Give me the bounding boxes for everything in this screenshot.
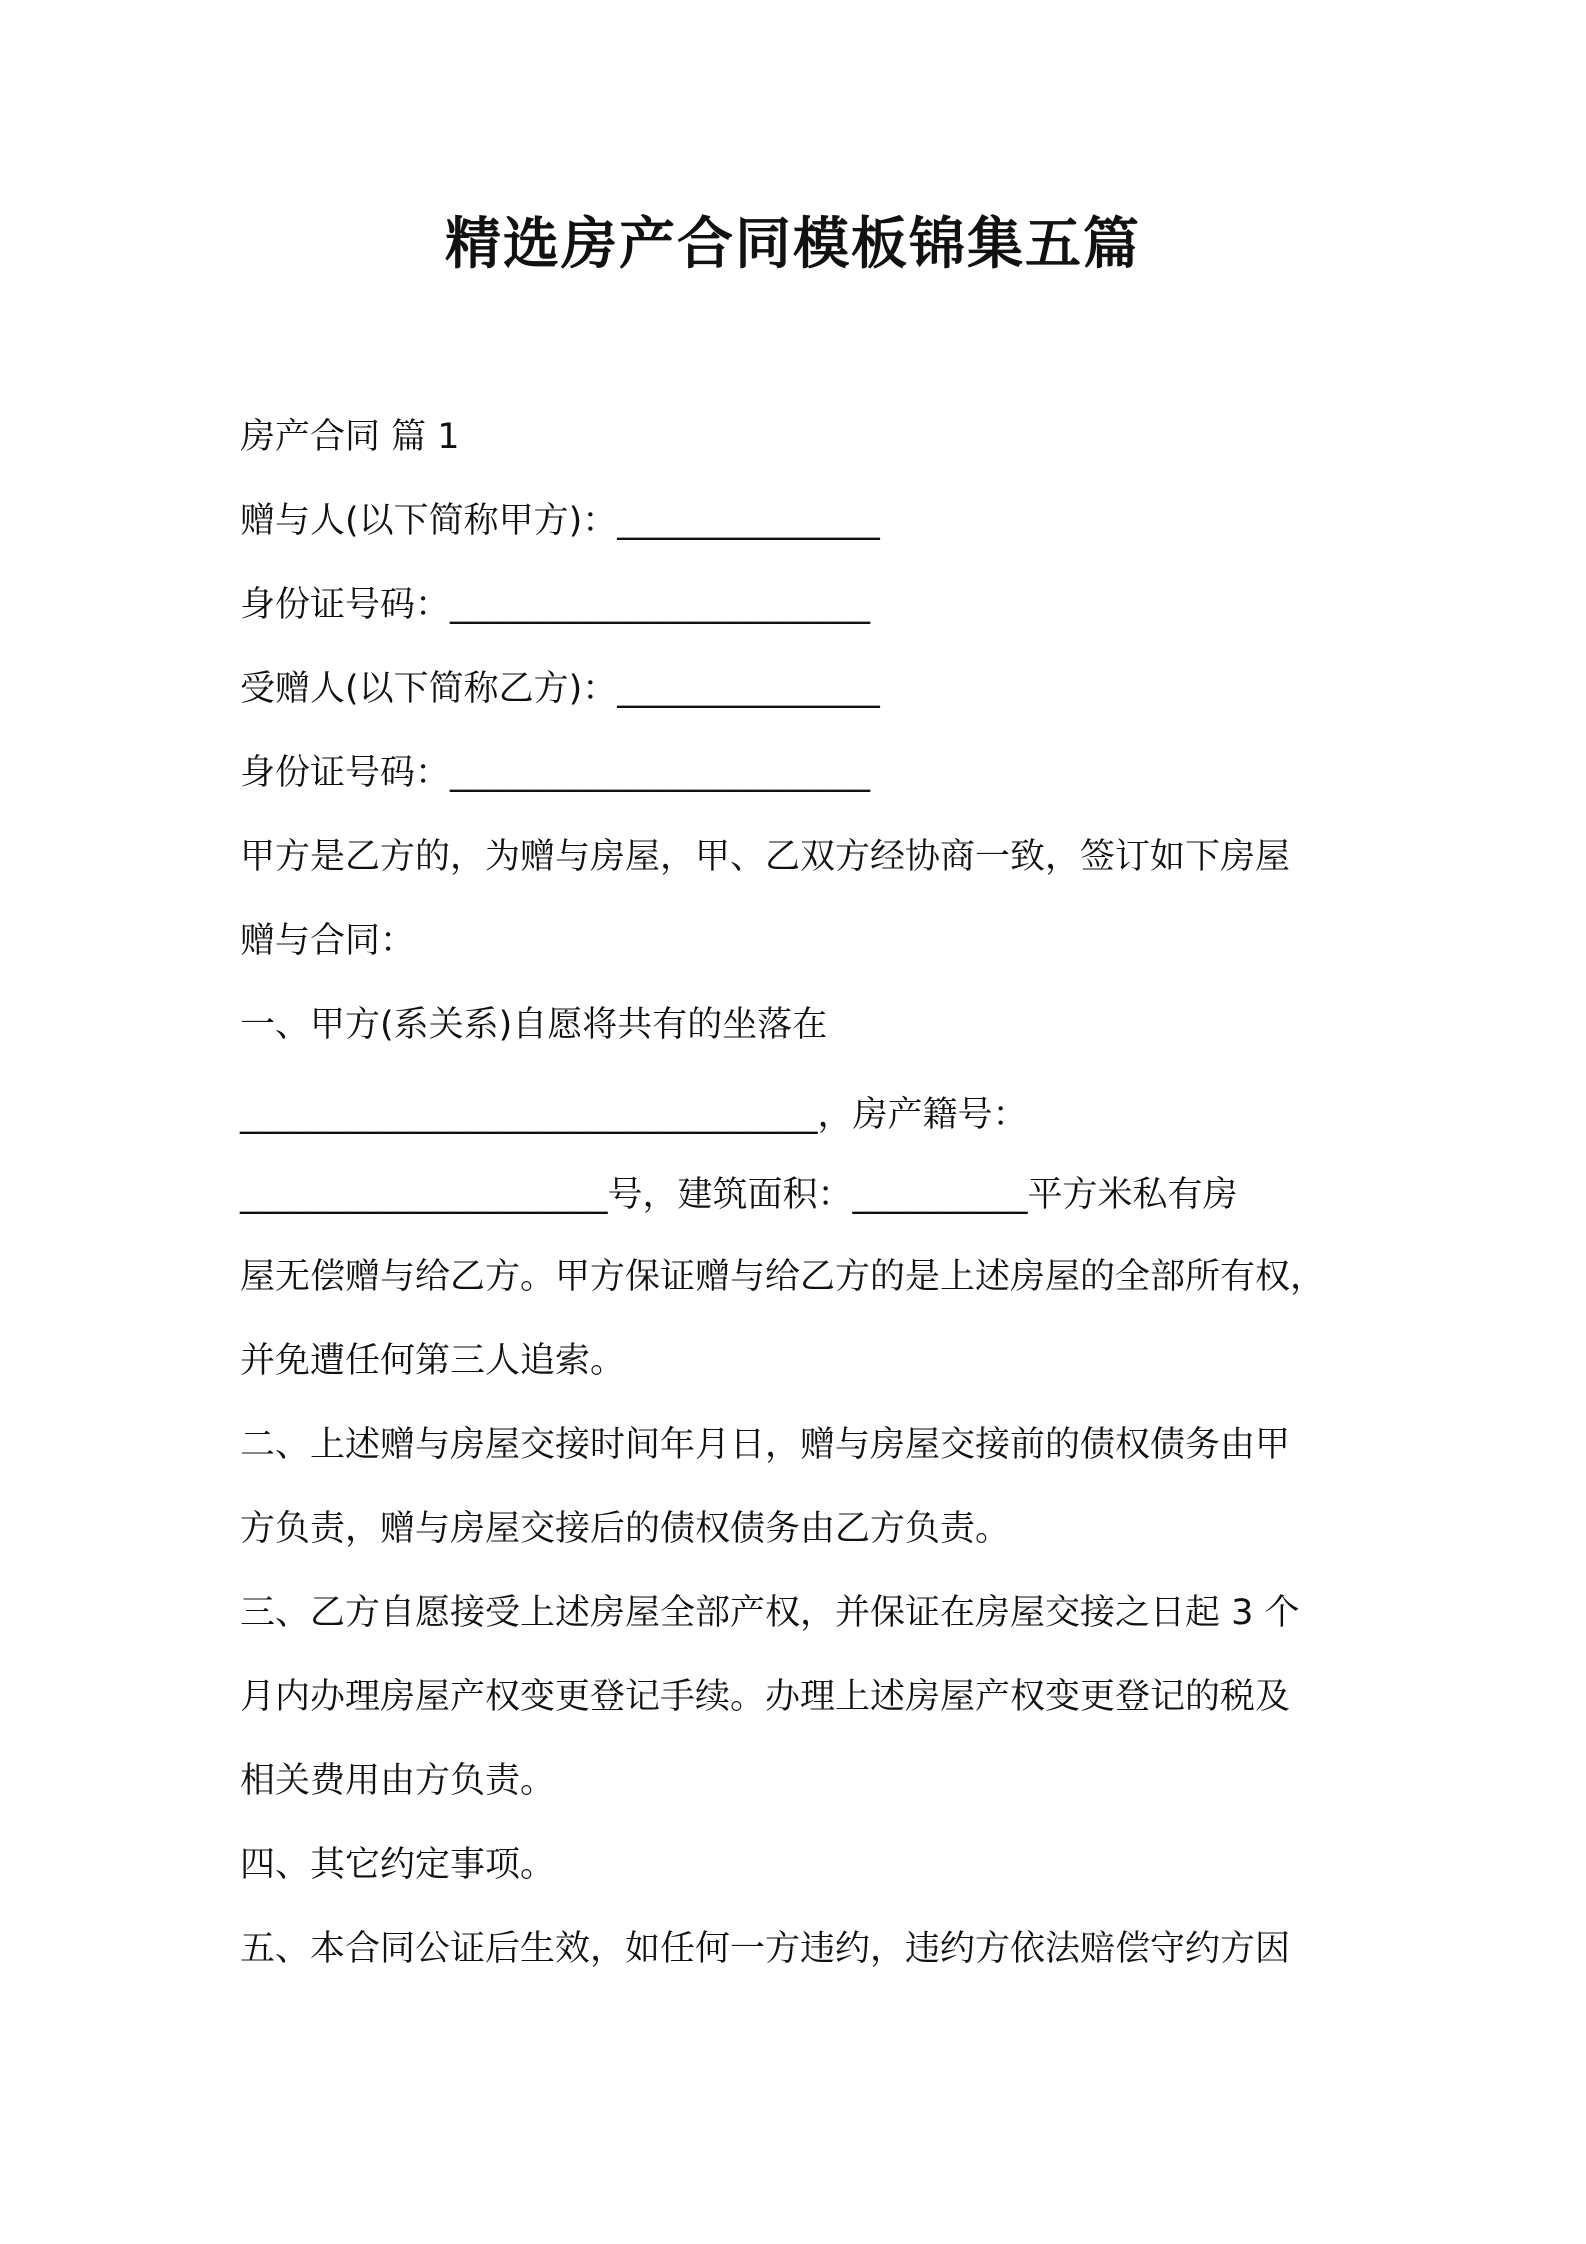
- clause-1-line: _____________________号，建筑面积：__________平方米私有房: [240, 1175, 1238, 1215]
- clause-1-line: 屋无偿赠与给乙方。甲方保证赠与给乙方的是上述房屋的全部所有权，: [240, 1257, 1326, 1297]
- clause-5-line: 五、本合同公证后生效，如任何一方违约，违约方依法赔偿守约方因: [240, 1929, 1291, 1969]
- donor-id-field: 身份证号码：________________________: [240, 585, 871, 625]
- donor-field: 赠与人(以下简称甲方)：_______________: [240, 501, 880, 541]
- clause-1-line: 一、甲方(系关系)自愿将共有的坐落在: [240, 1005, 828, 1045]
- clause-1-line: _________________________________，房产籍号：: [240, 1095, 1028, 1135]
- clause-4-line: 四、其它约定事项。: [240, 1845, 556, 1885]
- body-paragraph-line: 赠与合同：: [240, 921, 416, 961]
- clause-3-line: 相关费用由方负责。: [240, 1761, 556, 1801]
- clause-3-line: 月内办理房屋产权变更登记手续。办理上述房屋产权变更登记的税及: [240, 1677, 1291, 1717]
- clause-2-line: 方负责，赠与房屋交接后的债权债务由乙方负责。: [240, 1509, 1011, 1549]
- clause-2-line: 二、上述赠与房屋交接时间年月日，赠与房屋交接前的债权债务由甲: [240, 1425, 1291, 1465]
- clause-3-line: 三、乙方自愿接受上述房屋全部产权，并保证在房屋交接之日起 3 个: [240, 1593, 1300, 1633]
- donee-field: 受赠人(以下简称乙方)：_______________: [240, 669, 880, 709]
- document-title: 精选房产合同模板锦集五篇: [445, 212, 1141, 277]
- section-heading: 房产合同 篇 1: [240, 417, 460, 457]
- body-paragraph-line: 甲方是乙方的，为赠与房屋，甲、乙双方经协商一致，签订如下房屋: [240, 837, 1291, 877]
- donee-id-field: 身份证号码：________________________: [240, 753, 871, 793]
- clause-1-line: 并免遭任何第三人追索。: [240, 1341, 626, 1381]
